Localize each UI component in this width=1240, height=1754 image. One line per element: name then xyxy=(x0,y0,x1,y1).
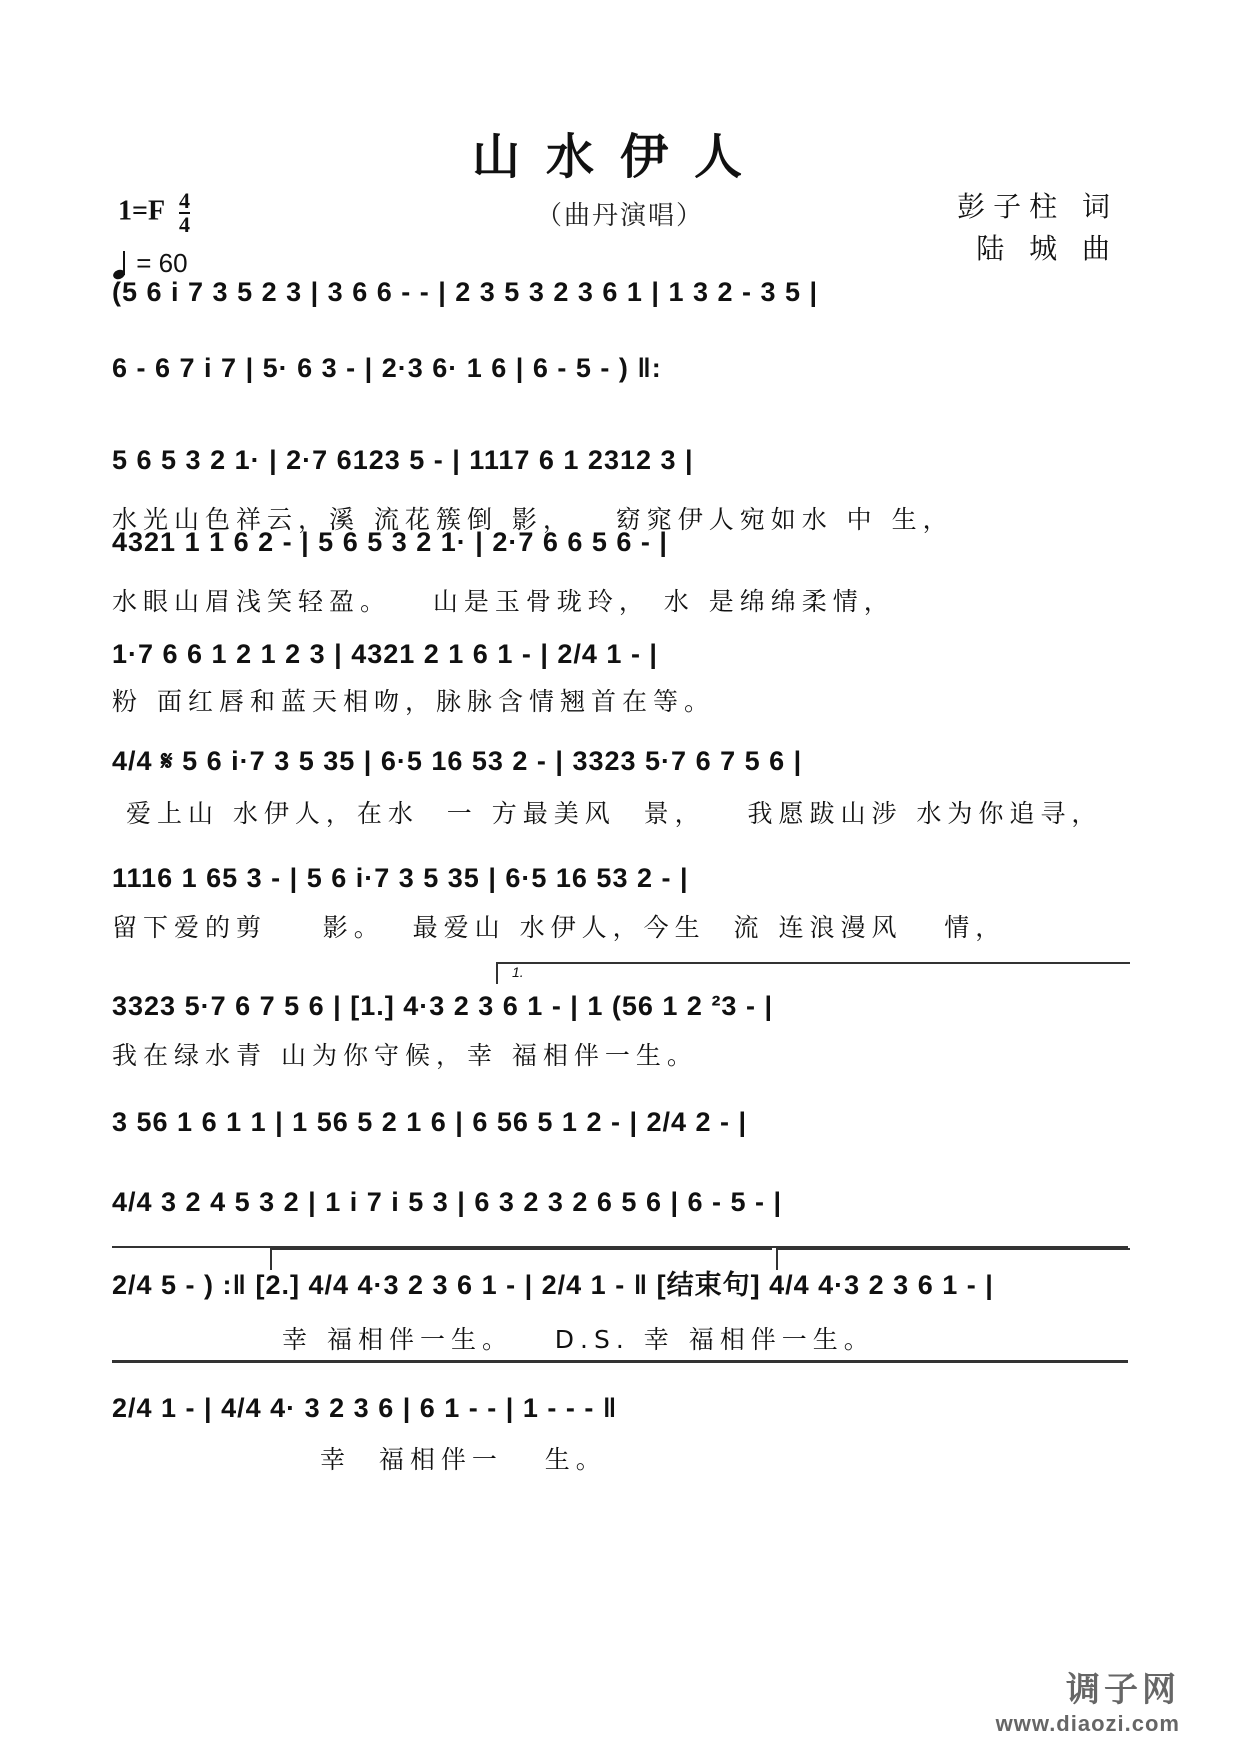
volta-bracket-1 xyxy=(496,962,1130,984)
watermark-url: www.diaozi.com xyxy=(995,1711,1180,1736)
notation-row: 1116 1 65 3 - | 5 6 i·7 3 5 35 | 6·5 16 53 2 - | xyxy=(112,863,689,893)
lyrics-row: 留下爱的剪 影。 最爱山 水伊人，今生 流 连浪漫风 情， xyxy=(112,913,1007,942)
notation-row: 3 56 1 6 1 1 | 1 56 5 2 1 6 | 6 56 5 1 2 - | 2/4 2 - | xyxy=(112,1107,748,1137)
notation-row: 2/4 5 - ) :‖ [2.] 4/4 4·3 2 3 6 1 - | 2/4 1 - ‖ [结束句] 4/4 4·3 2 3 6 1 - | xyxy=(112,1270,994,1300)
credits xyxy=(957,186,1118,270)
page-title: 山水伊人 xyxy=(471,129,768,185)
lyrics-row: 水眼山眉浅笑轻盈。 山是玉骨珑玲， 水 是绵绵柔情， xyxy=(112,587,895,616)
lyrics-row: 粉 面红唇和蓝天相吻，脉脉含情翘首在等。 xyxy=(112,687,715,716)
notation-row: 3323 5·7 6 7 5 6 | [1.] 4·3 2 3 6 1 - | 1 (56 1 2 ²3 - | xyxy=(112,991,773,1021)
notation-row: (5 6 i 7 3 5 2 3 | 3 6 6 - - | 2 3 5 3 2 3 6 1 | 1 3 2 - 3 5 | xyxy=(112,277,819,307)
key-label: 1=F xyxy=(118,195,165,227)
watermark xyxy=(996,1662,1180,1737)
notation-row: 1·7 6 6 1 2 1 2 3 | 4321 2 1 6 1 - | 2/4 1 - | xyxy=(112,639,658,669)
lyrics-row: 水光山色祥云，溪 流花簇倒 影， 窈窕伊人宛如水 中 生， xyxy=(112,505,954,534)
tempo-value: = 60 xyxy=(136,248,188,278)
composer: 陆 城 曲 xyxy=(976,232,1118,265)
lyrics-row: 幸 福相伴一生。 D.S. 幸 福相伴一生。 xyxy=(282,1325,875,1354)
volta-1-label: 1. xyxy=(512,964,524,980)
time-signature-bottom: 4 xyxy=(179,212,191,237)
notation-row: 2/4 1 - | 4/4 4· 3 2 3 6 | 6 1 - - | 1 - - - ‖ xyxy=(112,1393,618,1423)
notation-row: 5 6 5 3 2 1· | 2·7 6123 5 - | 1117 6 1 2312 3 | xyxy=(112,445,694,475)
time-signature xyxy=(179,190,190,236)
notation-row: 4/4 3 2 4 5 3 2 | 1 i 7 i 5 3 | 6 3 2 3 2 6 5 6 | 6 - 5 - | xyxy=(112,1187,783,1217)
lyrics-row: 幸 福相伴一 生。 xyxy=(320,1445,607,1474)
notation-row: 4/4 𝄋 5 6 i·7 3 5 35 | 6·5 16 53 2 - | 3323 5·7 6 7 5 6 | xyxy=(112,746,803,776)
time-signature-top: 4 xyxy=(179,188,191,213)
lyrics-row: 我在绿水青 山为你守候，幸 福相伴一生。 xyxy=(112,1041,698,1070)
lyrics-row: 爱上山 水伊人，在水 一 方最美风 景， 我愿跋山涉 水为你追寻， xyxy=(112,799,1103,828)
watermark-site-name: 调子网 xyxy=(1066,1671,1180,1709)
notation-row: 6 - 6 7 i 7 | 5· 6 3 - | 2·3 6· 1 6 | 6 - 5 - ) ‖: xyxy=(112,353,662,383)
performer-subtitle: （曲丹演唱） xyxy=(535,201,704,231)
notation-row: 4321 1 1 6 2 - | 5 6 5 3 2 1· | 2·7 6 6 5 6 - | xyxy=(112,527,668,557)
section-divider xyxy=(112,1360,1128,1363)
lyricist: 彭子柱 词 xyxy=(957,190,1118,223)
key-signature xyxy=(118,190,190,236)
